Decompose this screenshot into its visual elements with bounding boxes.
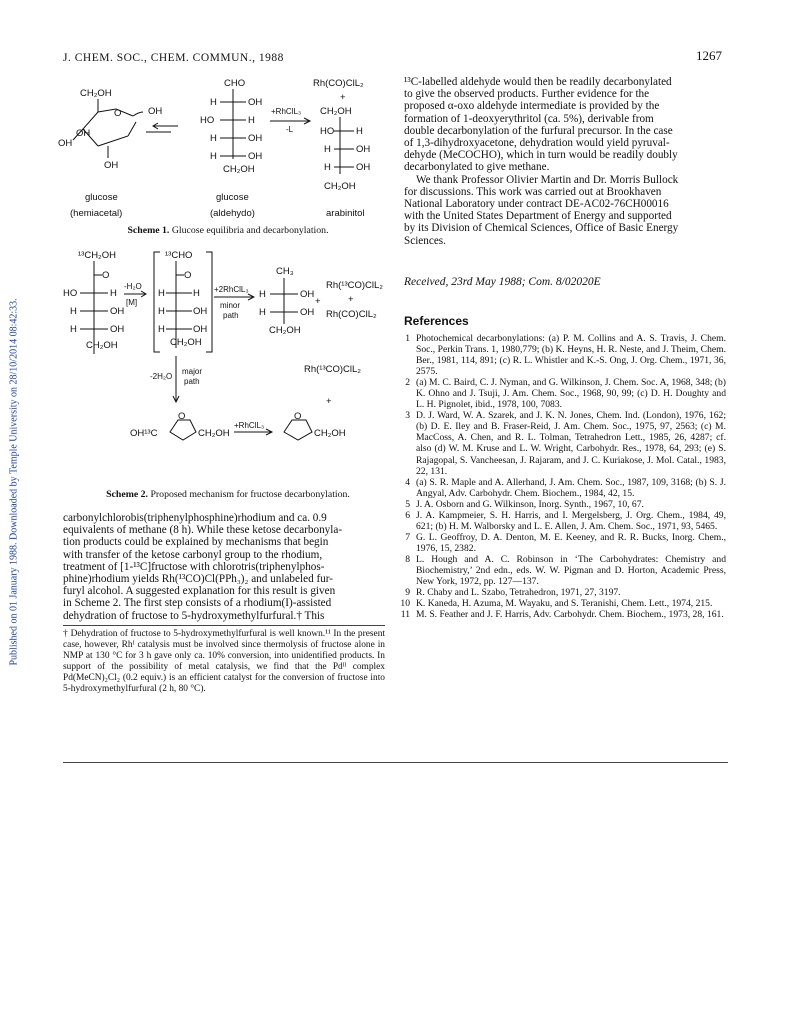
svg-text:major: major (182, 367, 203, 376)
svg-text:OH¹³C: OH¹³C (130, 428, 158, 439)
svg-text:CH₂OH: CH₂OH (269, 325, 301, 336)
svg-text:CH₂OH: CH₂OH (314, 428, 346, 439)
body-line: carbonylchlorobis(triphenylphosphine)rhodium and ca. 0.9 (63, 512, 327, 524)
svg-text:HO: HO (320, 126, 335, 137)
aldehydo-sublabel: (aldehydo) (210, 208, 255, 219)
svg-text:OH: OH (110, 324, 125, 335)
body-line: phine)rhodium yields Rh(¹³CO)Cl(PPh₃)₂ and unlabeled fur- (63, 573, 334, 586)
svg-text:-H₂O: -H₂O (124, 282, 142, 291)
reference-item: 10 K. Kaneda, H. Azuma, M. Wayaku, and S. Teranishi, Chem. Lett., 1974, 215. (400, 598, 713, 610)
svg-text:OH: OH (356, 162, 371, 173)
svg-text:H: H (324, 144, 331, 155)
svg-text:O: O (102, 270, 110, 281)
footnote-divider (63, 625, 385, 626)
svg-text:O: O (178, 411, 186, 422)
references-list (396, 333, 726, 620)
reference-item: 11 M. S. Feather and J. F. Harris, Adv. Carbohydr. Chem. Biochem., 1973, 28, 161. (400, 609, 724, 621)
svg-text:OH: OH (193, 306, 208, 317)
svg-text:CH₂OH: CH₂OH (86, 340, 118, 351)
svg-text:+: + (315, 296, 321, 307)
svg-text:Rh(CO)ClL₂: Rh(CO)ClL₂ (326, 309, 377, 320)
svg-text:H: H (248, 115, 255, 126)
svg-text:-2H₂O: -2H₂O (150, 372, 173, 381)
scheme-2-figure (58, 244, 388, 474)
body-line: dehydration of fructose to 5-hydroxymethylfurfural.† This (63, 609, 325, 622)
footnote: † Dehydration of fructose to 5-hydroxymethylfurfural is well known.¹¹ In the present case, however, Rhᴵ catalysis must be involved since thermolysis of fructose alone in NMP at 130 °C for 3 h gave only ca. 10% conversion, into unidentified products. In support of the possibility of metal catalysis, we find that the Pdᴵᴵ complex Pd(MeCN)₂Cl₂ (0.2 equiv.) is an efficient catalyst for the conversion of fructose into 5-hydroxymethylfurfural (2 h, 80 °C). (63, 629, 385, 694)
journal-title: J. CHEM. SOC., CHEM. COMMUN., 1988 (63, 52, 284, 64)
svg-text:+RhClL₃: +RhClL₃ (234, 421, 265, 430)
svg-text:CH₂OH: CH₂OH (170, 337, 202, 348)
svg-text:[M]: [M] (126, 298, 138, 307)
svg-text:HO: HO (200, 115, 215, 126)
svg-text:H: H (259, 289, 266, 300)
body-line: treatment of [1-¹³C]fructose with chlorotris(triphenylphos- (63, 560, 325, 573)
svg-text:H: H (210, 97, 217, 108)
rh-product-label: Rh(CO)ClL₂ (313, 78, 364, 89)
reference-item: 6 J. A. Kampmeier, S. H. Harris, and I. Mergelsberg, J. Org. Chem., 1984, 49, 621; (b) H. M. Walborsky and L. E. Allen, J. Am. Chem. Soc., 1971, 93, 5465. (405, 509, 726, 532)
references-heading: References (404, 314, 469, 328)
svg-text:HO: HO (63, 288, 78, 299)
body-line: equivalents of methane (8 h). While these ketose decarbonyla- (63, 524, 343, 537)
svg-text:H: H (158, 288, 165, 299)
svg-text:H: H (193, 288, 200, 299)
left-column-body (63, 512, 385, 622)
reference-item: 3 D. J. Ward, W. A. Szarek, and J. K. N. Jones, Chem. Ind. (London), 1976, 162; (b) D. E. Iley and B. Fraser-Reid, J. Am. Chem. Soc., 1975, 97, 2563; (c) M. MacCoss, A. Chen, and R. L. Tolman, Tetrahedron Lett., 1985, 26, 4287; cf. also (d) W. M. Kruse and L. W. Wright, Carbohydr. Res., 1978, 64, 293; (e) S. Rajagopal, S. Vancheesan, J. Rajaram, and J. C. Kuriakose, J. Mol. Catal., 1983, 22, 131. (405, 410, 726, 477)
reference-item: 4 (a) S. R. Maple and A. Allerhand, J. Am. Chem. Soc., 1987, 109, 3168; (b) S. J. Angyal, Adv. Carbohydr. Chem. Biochem., 1984, 42, 15. (405, 476, 726, 499)
scheme-2-caption: Scheme 2. Proposed mechanism for fructose decarbonylation. (106, 489, 350, 500)
svg-text:Rh(¹³CO)ClL₂: Rh(¹³CO)ClL₂ (304, 364, 361, 375)
body-line: with transfer of the ketose carbonyl group to the rhodium, (63, 548, 323, 561)
svg-text:OH: OH (193, 324, 208, 335)
arabinitol-label: arabinitol (326, 208, 365, 219)
right-column-body: ¹³C-labelled aldehyde would then be readily decarbonylated to give the observed products. Further evidence for the proposed α-oxo aldehyde intermediate is provided by the formation of 1-deoxyerythritol (ca. 5%), derivable from double decarbonylation of the furfural precursor. In the case of 1,3-dihydroxyacetone, dehydration would yield pyruval- dehyde (MeCOCHO), which in turn would be readily doubly decarbonylated to give methane. We thank Professor Olivier Martin and Dr. Morris Bullock for discussions. This work was carried out at Brookhaven National Laboratory under contract DE-AC02-76CH00016 with the United States Department of Energy and supported by its Division of Chemical Sciences, Office of Basic Energy Sciences. (404, 76, 679, 247)
reference-item: 8 L. Hough and A. C. Robinson in ‘The Carbohydrates: Chemistry and Biochemistry,’ 2nd edn., eds. W. W. Pigman and D. Horton, Academic Press, New York, 1972, pp. 127—137. (405, 553, 726, 588)
svg-text:H: H (259, 307, 266, 318)
page-number: 1267 (696, 48, 722, 63)
svg-text:H: H (356, 126, 363, 137)
reference-item: 1 Photochemical decarbonylations: (a) P. M. Collins and A. S. Travis, J. Chem. Soc., Perkin Trans. 1, 1980,779; (b) K. Heyns, H. R. Neste, and J. Theim, Chem. Ber., 1981, 114, 891; (c) R. L. Whistler and K.-S. Ong, J. Org. Chem., 1971, 36, 2575. (405, 333, 726, 378)
svg-text:+: + (340, 92, 346, 103)
svg-text:path: path (184, 377, 200, 386)
svg-text:H: H (324, 162, 331, 173)
svg-text:CHO: CHO (224, 78, 246, 89)
svg-text:-L: -L (286, 125, 294, 134)
svg-text:H: H (158, 306, 165, 317)
svg-text:minor: minor (220, 301, 241, 310)
body-line: in Scheme 2. The first step consists of a rhodium(I)-assisted (63, 597, 332, 610)
oh-label: OH (148, 106, 163, 117)
svg-text:OH: OH (248, 151, 263, 162)
scheme-1-caption: Scheme 1. Glucose equilibria and decarbonylation. (127, 225, 329, 236)
svg-text:H: H (110, 288, 117, 299)
page-bottom-rule (63, 762, 728, 763)
download-notice: Published on 01 January 1988. Downloaded by Temple University on 28/10/2014 08:42:33. (8, 298, 20, 666)
svg-text:H: H (158, 324, 165, 335)
reference-item: 7 G. L. Geoffroy, D. A. Denton, M. E. Keeney, and R. R. Bucks, Inorg. Chem., 1976, 15, 2382. (405, 531, 726, 554)
svg-text:OH: OH (248, 97, 263, 108)
svg-text:+: + (348, 294, 354, 305)
ring-oxygen: O (114, 108, 122, 119)
glucose-aldehydo-label: glucose (216, 192, 249, 203)
hemiacetal-sublabel: (hemiacetal) (70, 208, 123, 219)
svg-text:CH₂OH: CH₂OH (223, 164, 255, 175)
svg-text:H: H (70, 306, 77, 317)
body-line: furyl alcohol. A suggested explanation for this result is given (63, 585, 336, 598)
svg-text:CH₂OH: CH₂OH (320, 106, 352, 117)
scheme-1-figure (58, 74, 388, 222)
svg-text:OH: OH (300, 307, 315, 318)
oh-label: OH (104, 160, 119, 171)
svg-text:CH₂OH: CH₂OH (198, 428, 230, 439)
reference-item: 2 (a) M. C. Baird, C. J. Nyman, and G. Wilkinson, J. Chem. Soc. A, 1968, 348; (b) K. Ohno and J. Tsuji, J. Am. Chem. Soc., 1968, 90, 99; (c) D. H. Doughty and L. H. Pignolet, ibid., 1978, 100, 7083. (405, 377, 726, 411)
reference-item: 5 J. A. Osborn and G. Wilkinson, Inorg. Synth., 1967, 10, 67. (405, 498, 644, 510)
oh-label: OH (76, 128, 91, 139)
reagent-label: +RhClL₃ (271, 107, 302, 116)
running-header (63, 52, 284, 64)
svg-text:+2RhClL₃: +2RhClL₃ (214, 285, 249, 294)
ch2oh-label: CH₂OH (80, 88, 112, 99)
svg-text:OH: OH (248, 133, 263, 144)
svg-text:O: O (184, 270, 192, 281)
svg-text:OH: OH (110, 306, 125, 317)
svg-text:OH: OH (356, 144, 371, 155)
svg-text:O: O (294, 411, 302, 422)
svg-text:CH₂OH: CH₂OH (324, 181, 356, 192)
svg-text:path: path (223, 311, 239, 320)
svg-text:H: H (210, 133, 217, 144)
svg-text:H: H (70, 324, 77, 335)
body-line: tion products could be explained by mechanisms that begin (63, 536, 329, 549)
oh-label: OH (58, 138, 73, 149)
svg-text:Rh(¹³CO)ClL₂: Rh(¹³CO)ClL₂ (326, 280, 383, 291)
svg-text:¹³CHO: ¹³CHO (165, 250, 193, 261)
svg-text:¹³CH₂OH: ¹³CH₂OH (78, 250, 116, 261)
reference-item: 9 R. Chaby and L. Szabo, Tetrahedron, 1971, 27, 3197. (405, 587, 621, 599)
svg-text:H: H (210, 151, 217, 162)
glucose-hemiacetal-label: glucose (85, 192, 118, 203)
svg-text:+: + (326, 396, 332, 407)
received-line: Received, 23rd May 1988; Com. 8/02020E (404, 276, 601, 288)
svg-text:OH: OH (300, 289, 315, 300)
svg-text:CH₃: CH₃ (276, 266, 294, 277)
